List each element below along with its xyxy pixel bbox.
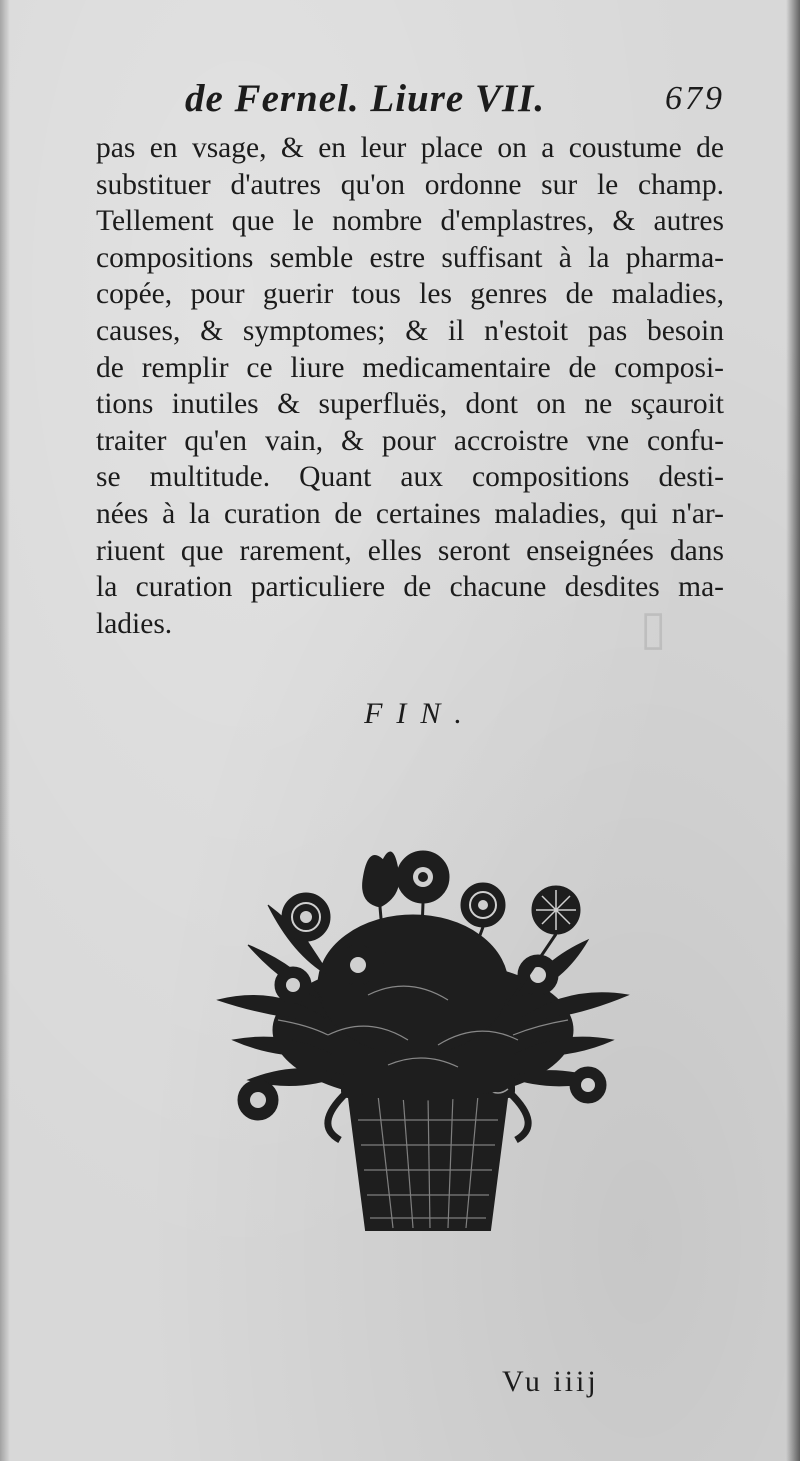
text-line: substituer d'autres qu'on ordonne sur le champ.: [96, 168, 724, 201]
text-line: la curation particuliere de chacune desdites ma-: [96, 571, 724, 604]
text-line: causes, & symptomes; & il n'estoit pas besoin: [96, 314, 724, 347]
signature-mark: Vu iiij: [502, 1365, 599, 1398]
fin-colophon: FIN.: [364, 697, 476, 730]
text-line: tions inutiles & superfluës, dont on ne sçauroit: [96, 388, 724, 421]
text-line: riuent que rarement, elles seront enseignées dans: [96, 534, 724, 567]
flower-basket-woodcut-icon: [208, 835, 638, 1235]
text-line: nées à la curation de certaines maladies, qui n'ar-: [96, 497, 724, 530]
text-line: se multitude. Quant aux compositions desti-: [96, 461, 724, 494]
page-number: 679: [665, 80, 725, 117]
running-title: de Fernel. Liure VII.: [185, 77, 546, 120]
page-gutter-shadow: [0, 0, 10, 1461]
text-line: traiter qu'en vain, & pour accroistre vne confu-: [96, 424, 724, 457]
text-line: compositions semble estre suffisant à la pharma-: [96, 241, 724, 274]
body-text: [96, 130, 724, 670]
text-line: pas en vsage, & en leur place on a coustume de: [96, 132, 724, 164]
text-line: copée, pour guerir tous les genres de maladies,: [96, 278, 724, 311]
page-header: [185, 76, 725, 128]
show-through-bleed: ▯: [640, 602, 667, 655]
text-line: de remplir ce liure medicamentaire de composi-: [96, 351, 724, 384]
text-line: Tellement que le nombre d'emplastres, & autres: [96, 205, 724, 238]
text-line: ladies.: [96, 607, 173, 640]
page-edge-shadow: [786, 0, 800, 1461]
